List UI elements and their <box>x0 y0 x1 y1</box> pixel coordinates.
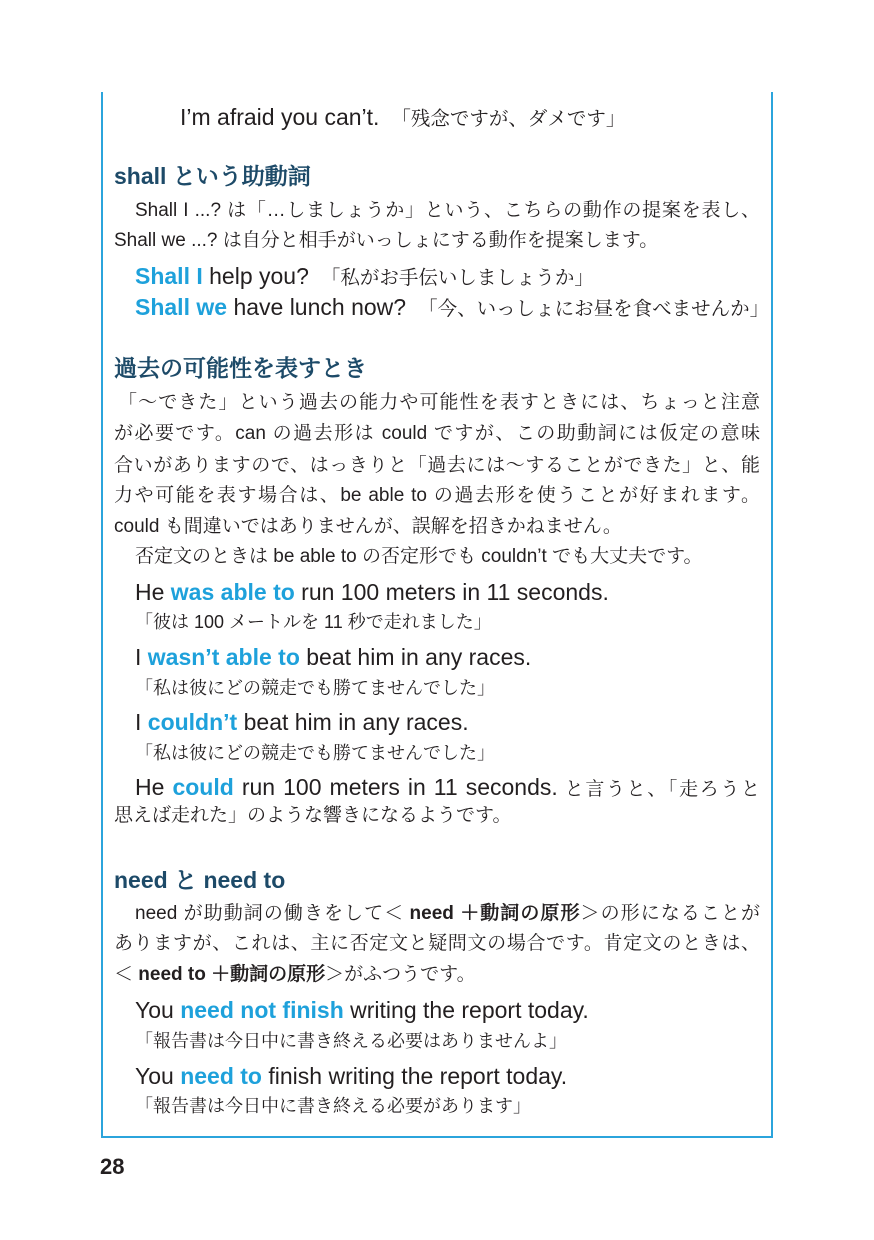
example-rest: have lunch now? <box>233 294 407 320</box>
example-subject: I <box>135 644 142 670</box>
closing-line <box>114 772 760 802</box>
highlighted-phrase: Shall I <box>135 263 203 289</box>
example-subject: He <box>135 579 165 605</box>
note-line: 否定文のときは be able to の否定形でも couldn’t でも大丈夫です。 <box>135 546 703 567</box>
example-english <box>135 1063 567 1089</box>
example-rest: finish writing the report today. <box>268 1063 568 1089</box>
highlighted-phrase: could <box>172 774 234 800</box>
example-sentence <box>135 995 760 1025</box>
example-subject: He <box>135 774 165 800</box>
body-line: Shall we ...? は自分と相手がいっしょにする動作を提案します。 <box>114 230 659 251</box>
body-line: 合いがありますので、はっきりと「過去には～することができた」と、能 <box>114 455 760 476</box>
highlighted-phrase: wasn’t able to <box>147 644 300 670</box>
example-subject: I <box>135 709 142 735</box>
body-text: need が助動詞の働きをして＜ <box>135 903 404 924</box>
example-english <box>135 774 558 800</box>
body-line <box>114 960 760 990</box>
highlighted-phrase: Shall we <box>135 294 228 320</box>
example-sentence <box>135 577 760 607</box>
example-subject: You <box>135 997 174 1023</box>
section-heading-past-ability: 過去の可能性を表すとき <box>114 355 367 381</box>
body-text: ＞がふつうです。 <box>325 964 476 985</box>
bold-term: need ＋動詞の原形 <box>409 903 581 924</box>
bold-term: need to ＋動詞の原形 <box>138 964 326 985</box>
example-sentence <box>135 707 760 737</box>
section-heading-shall: shall という助動詞 <box>114 163 311 189</box>
example-english <box>135 294 406 320</box>
example-translation: 「私がお手伝いしましょうか」 <box>320 267 594 289</box>
example-english <box>135 579 609 605</box>
example-rest: beat him in any races. <box>243 709 469 735</box>
example-english <box>135 997 589 1023</box>
page-number: 28 <box>100 1154 125 1179</box>
example-subject: You <box>135 1063 174 1089</box>
example-sentence <box>135 292 770 322</box>
example-rest: help you? <box>209 263 309 289</box>
highlighted-phrase: need not finish <box>180 997 344 1023</box>
intro-example <box>180 102 760 132</box>
example-sentence <box>135 642 760 672</box>
example-rest: writing the report today. <box>350 997 589 1023</box>
section-heading-need: need と need to <box>114 867 286 893</box>
example-rest: run 100 meters in 11 seconds. <box>241 774 558 800</box>
body-line: 力や可能を表す場合は、be able to の過去形を使うことが好まれます。 <box>114 485 760 506</box>
example-translation: 「残念ですが、ダメです」 <box>391 108 626 130</box>
body-text: ＞の形になることが <box>580 903 760 924</box>
example-rest: run 100 meters in 11 seconds. <box>301 579 609 605</box>
body-line <box>114 899 760 929</box>
highlighted-phrase: was able to <box>170 579 295 605</box>
body-text: と言うと、「走ろうと <box>564 779 760 800</box>
example-translation: 「報告書は今日中に書き終える必要はありませんよ」 <box>135 1031 567 1051</box>
highlighted-phrase: need to <box>180 1063 262 1089</box>
body-line: が必要です。can の過去形は could ですが、この助動詞には仮定の意味 <box>114 423 760 444</box>
body-line: could も間違いではありませんが、誤解を招きかねません。 <box>114 516 622 537</box>
body-line: 思えば走れた」のような響きになるようです。 <box>114 805 512 826</box>
body-line: ありますが、これは、主に否定文と疑問文の場合です。肯定文のときは、 <box>114 933 760 954</box>
example-sentence <box>135 261 760 291</box>
example-english <box>135 709 469 735</box>
example-translation: 「私は彼にどの競走でも勝てませんでした」 <box>135 678 495 698</box>
body-line: 「～できた」という過去の能力や可能性を表すときには、ちょっと注意 <box>118 392 760 413</box>
example-rest: beat him in any races. <box>306 644 532 670</box>
example-english <box>135 263 309 289</box>
example-translation: 「彼は 100 メートルを 11 秒で走れました」 <box>135 612 492 632</box>
example-sentence <box>135 1061 760 1091</box>
example-translation: 「私は彼にどの競走でも勝てませんでした」 <box>135 743 495 763</box>
example-translation: 「今、いっしょにお昼を食べませんか」 <box>418 298 770 320</box>
body-line: Shall I ...? は「…しましょうか」という、こちらの動作の提案を表し、 <box>135 200 760 221</box>
example-translation: 「報告書は今日中に書き終える必要があります」 <box>135 1096 531 1116</box>
example-english <box>135 644 531 670</box>
example-english: I’m afraid you can’t. <box>180 104 380 130</box>
body-text: ＜ <box>114 964 134 985</box>
highlighted-phrase: couldn’t <box>147 709 238 735</box>
